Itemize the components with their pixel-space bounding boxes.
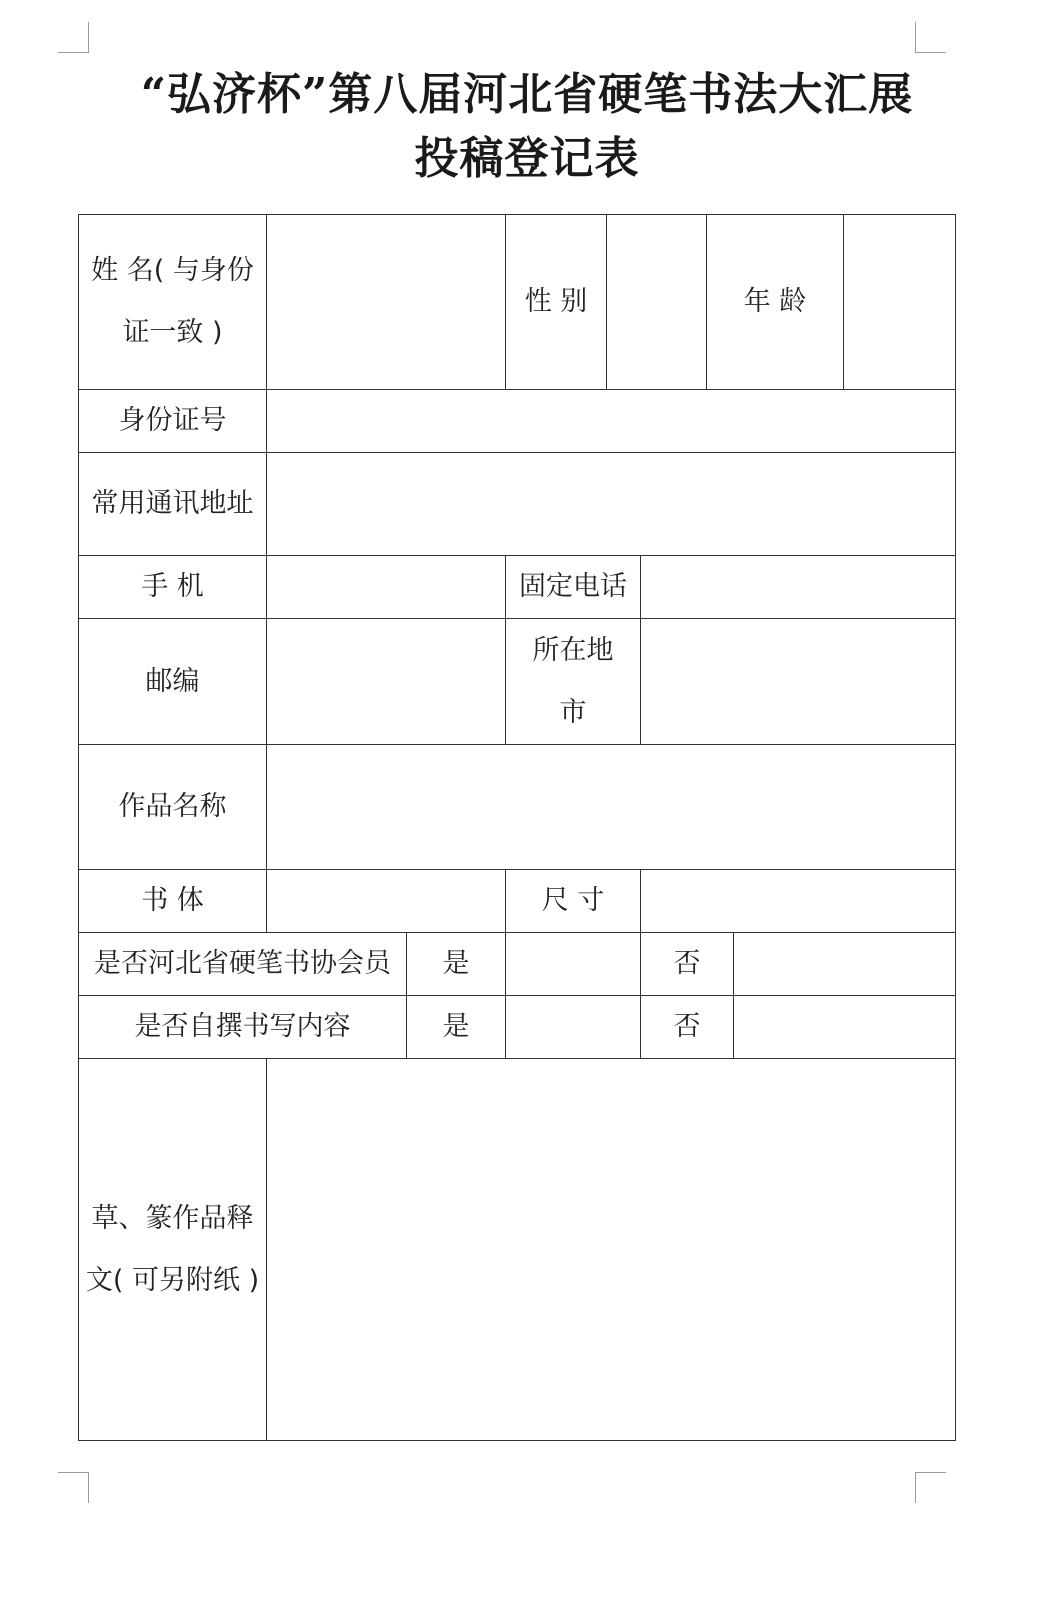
name-input[interactable] [267,215,506,390]
document-title: “弘济杯”第八届河北省硬笔书法大汇展 [140,69,914,120]
table-row [79,453,956,556]
age-input[interactable] [844,215,956,390]
name-label: 姓 名( 与身份证一致 ) [79,215,267,390]
registration-form-table [78,214,956,1441]
transcription-input[interactable] [267,1059,956,1441]
table-row [79,556,956,619]
gender-input[interactable] [607,215,707,390]
crop-mark-bottom-right [915,1472,946,1503]
mobile-label: 手 机 [79,556,267,619]
member-yes-input[interactable] [506,933,641,996]
landline-label: 固定电话 [506,556,641,619]
self-written-no-label: 否 [641,996,734,1059]
id-number-input[interactable] [267,390,956,453]
work-title-input[interactable] [267,745,956,870]
age-label: 年 龄 [707,215,844,390]
member-no-label: 否 [641,933,734,996]
member-no-input[interactable] [734,933,956,996]
document-subtitle: 投稿登记表 [414,133,640,184]
crop-mark-top-right [915,22,946,53]
landline-input[interactable] [641,556,956,619]
gender-label: 性 别 [506,215,607,390]
id-number-label: 身份证号 [79,390,267,453]
script-style-input[interactable] [267,870,506,933]
table-row [79,390,956,453]
city-input[interactable] [641,619,956,745]
table-row [79,996,956,1059]
address-input[interactable] [267,453,956,556]
table-row [79,933,956,996]
crop-mark-top-left [58,22,89,53]
table-row [79,1059,956,1441]
self-written-no-input[interactable] [734,996,956,1059]
crop-mark-bottom-left [58,1472,89,1503]
member-yes-label: 是 [407,933,506,996]
city-label: 所在地市 [506,619,641,745]
table-row [79,870,956,933]
member-question: 是否河北省硬笔书协会员 [79,933,407,996]
size-label: 尺 寸 [506,870,641,933]
self-written-yes-label: 是 [407,996,506,1059]
table-row [79,215,956,390]
self-written-yes-input[interactable] [506,996,641,1059]
table-row [79,619,956,745]
size-input[interactable] [641,870,956,933]
table-row [79,745,956,870]
mobile-input[interactable] [267,556,506,619]
postcode-label: 邮编 [79,619,267,745]
work-title-label: 作品名称 [79,745,267,870]
transcription-label: 草、篆作品释文( 可另附纸 ) [79,1059,267,1441]
self-written-question: 是否自撰书写内容 [79,996,407,1059]
address-label: 常用通讯地址 [79,453,267,556]
postcode-input[interactable] [267,619,506,745]
script-style-label: 书 体 [79,870,267,933]
